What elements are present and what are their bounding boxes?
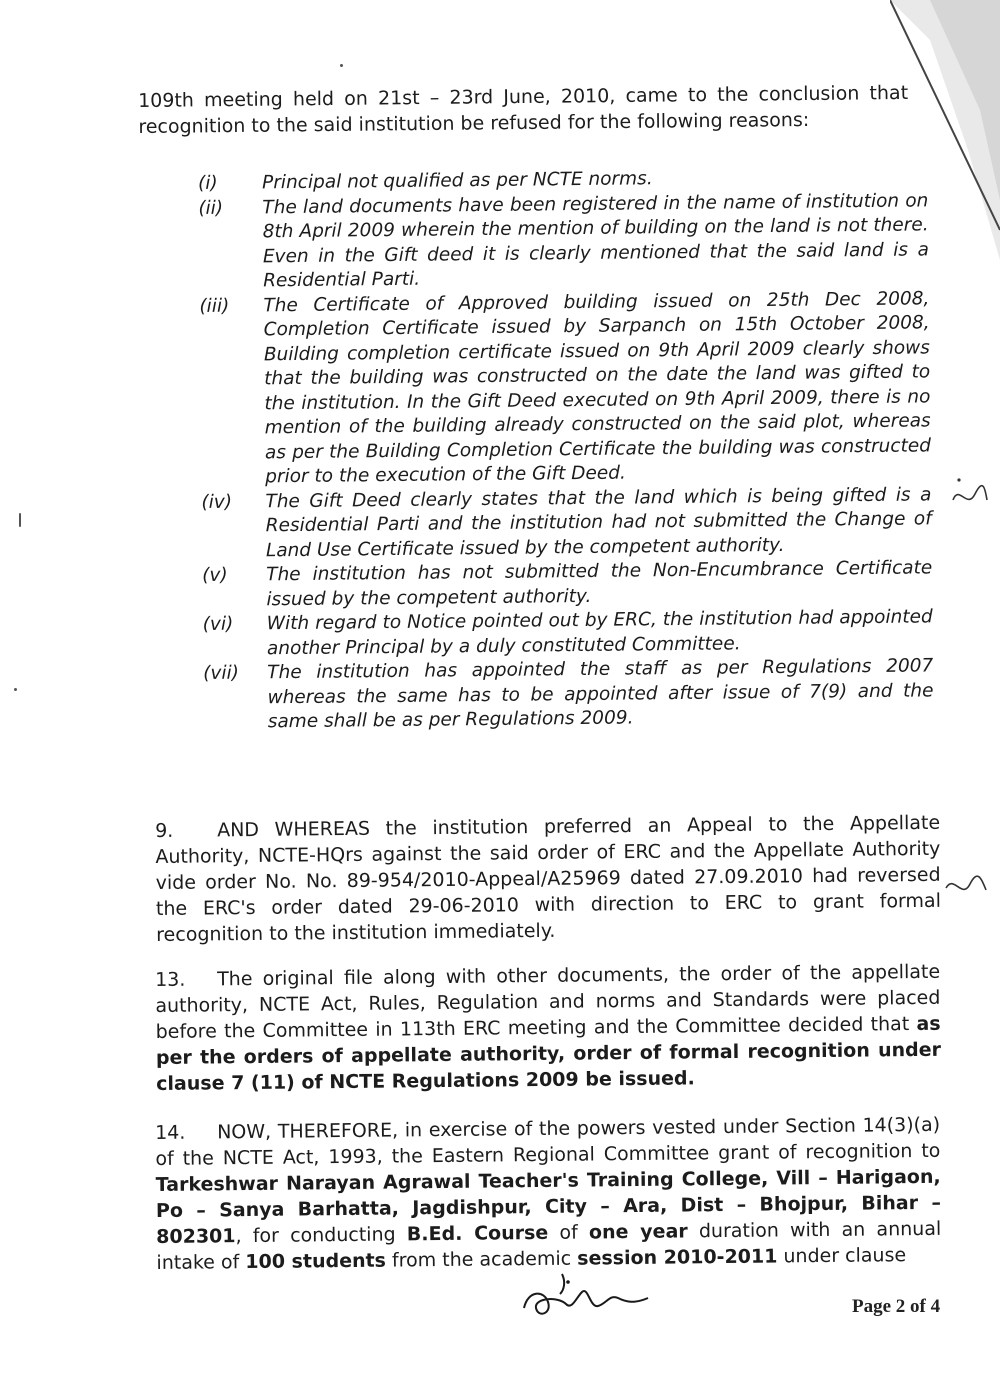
annual-intake: 100 students <box>245 1249 387 1274</box>
reason-number: (v) <box>202 564 228 586</box>
handwritten-signature <box>518 1268 658 1328</box>
scan-speck <box>14 688 17 691</box>
reason-text: The Certificate of Approved building issued on 25th Dec 2008, Completion Certificate issued by Sarpanch on 15th October 2008, Building completion certificate issued on 9th April 2009 clearly shows that the building was constructed on the date the land was gifted to the institution. In the Gift Deed executed on 9th April 2009, there is no mention of the building already constructed on the said plot, whereas as per the Building Completion Certificate the building was constructed prior to the execution of the Gift Deed. <box>263 287 932 488</box>
academic-session: session 2010-2011 <box>577 1245 778 1270</box>
scan-speck <box>340 64 343 67</box>
reason-text: The institution has appointed the staff as per Regulations 2007 whereas the same has to be appointed after issue of 7(9) and the same shall be as per Regulations 2009. <box>267 655 934 733</box>
paragraph-text: from the academic <box>391 1247 572 1272</box>
reason-text: Principal not qualified as per NCTE norms. <box>262 168 653 194</box>
reason-number: (i) <box>198 172 218 194</box>
reason-item <box>203 654 934 735</box>
reason-number: (iii) <box>199 295 230 317</box>
reason-number: (iv) <box>201 491 233 513</box>
reason-text: The land documents have been registered in the name of institution on 8th April 2009 wherein the mention of building on the land is not there. Even in the Gift deed it is clearly mentioned that the said land is a Residential Parti. <box>262 189 929 292</box>
paragraph-number: 13. <box>155 968 186 991</box>
paragraph-13 <box>155 959 941 1097</box>
paragraph-text: The original file along with other documents, the order of the appellate authority, NCTE Act, Rules, Regulation and norms and Standards were placed before the Committee in 113th ERC meeting and the Committee decided that <box>155 960 941 1043</box>
reason-item <box>199 287 931 491</box>
page-number: Page 2 of 4 <box>852 1296 941 1317</box>
reason-item <box>203 605 933 662</box>
paragraph-text: duration with an annual intake of <box>156 1217 942 1274</box>
margin-initial-mark <box>945 470 991 516</box>
reason-item <box>202 556 932 613</box>
reason-text: With regard to Notice pointed out by ERC, the institution had appointed another Principal by a duly constituted Committee. <box>266 606 933 659</box>
institution-name: Tarkeshwar Narayan Agrawal Teacher's Training College, Vill – Harigaon, Po – Sanya Barhatta, Jagdishpur, City – Ara, Dist – Bhojpur, Bihar – 802301 <box>155 1165 942 1248</box>
paragraph-text: under clause <box>783 1244 907 1268</box>
paragraph-number: 9. <box>155 819 174 842</box>
paragraph-text: , for conducting <box>235 1223 396 1248</box>
paragraph-text: of <box>559 1221 578 1244</box>
scan-speck <box>19 513 21 527</box>
paragraph-number: 14. <box>155 1121 186 1144</box>
reason-text: The Gift Deed clearly states that the land which is being gifted is a Residential Parti and the institution had not submitted the Change of Land Use Certificate issued by the competent authority. <box>265 483 932 561</box>
course-name: B.Ed. Course <box>406 1221 549 1246</box>
reason-number: (ii) <box>198 197 224 219</box>
margin-initial-mark <box>940 866 990 906</box>
reasons-list <box>198 164 934 735</box>
course-duration: one year <box>588 1220 688 1244</box>
paragraph-14 <box>155 1112 942 1276</box>
reason-text: The institution has not submitted the Non-Encumbrance Certificate issued by the competent authority. <box>266 557 933 610</box>
paragraph-text: AND WHEREAS the institution preferred an Appeal to the Appellate Authority, NCTE-HQrs against the said order of ERC and the Appellate Authority vide order No. No. 89-954/2010-Appeal/A25969 dated 27.09.2010 had reversed the ERC's order dated 29-06-2010 with direction to ERC to grant formal recognition to the institution immediately. <box>155 811 942 946</box>
reason-item <box>198 189 929 295</box>
paragraph-text: NOW, THEREFORE, in exercise of the powers vested under Section 14(3)(a) of the NCTE Act, 1993, the Eastern Regional Committee grant of recognition to <box>155 1113 941 1170</box>
reason-number: (vii) <box>203 662 240 684</box>
paragraph-9 <box>155 810 941 948</box>
reason-item <box>201 483 932 564</box>
intro-paragraph: 109th meeting held on 21st – 23rd June, 2010, came to the conclusion that recognition to the said institution be refused for the following reasons: <box>138 81 909 138</box>
paragraph-bold-text: as per the orders of appellate authority, order of formal recognition under clause 7 (11) of NCTE Regulations 2009 be issued. <box>155 1012 942 1095</box>
reason-number: (vi) <box>202 613 234 635</box>
